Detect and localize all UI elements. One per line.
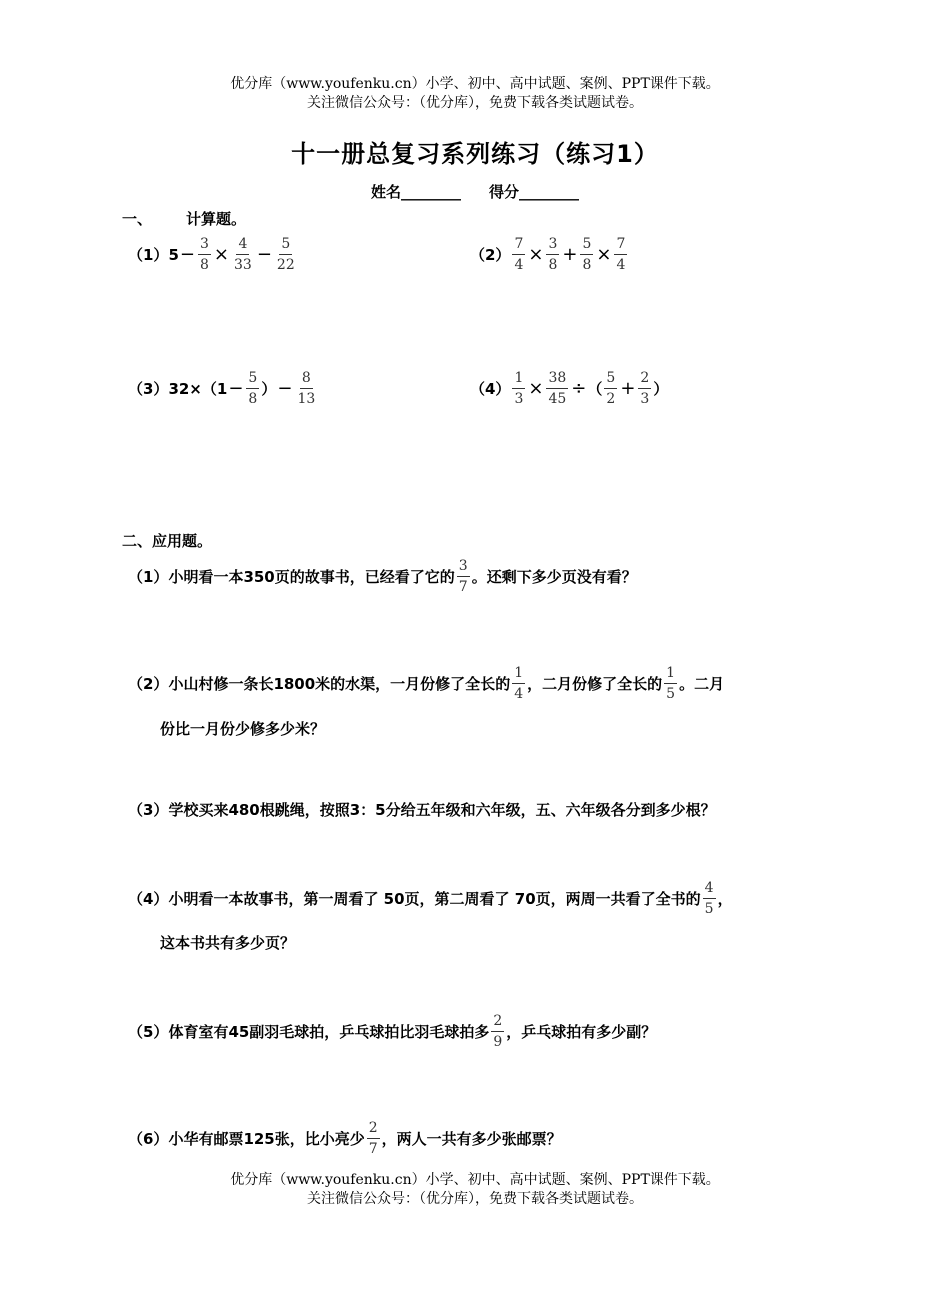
calc-q4-fraction-1: $\frac{1}{3}$	[514, 370, 524, 407]
calc-q2-op2: +	[562, 244, 578, 265]
calc-q4-fraction-3: $\frac{5}{2}$	[606, 370, 616, 407]
calc-q1-term: 5	[168, 245, 179, 264]
calc-q3-fraction-2: $\frac{8}{13}$	[297, 370, 316, 407]
calc-q4-fraction-2: $\frac{38}{45}$	[548, 370, 567, 407]
calc-q2-fraction-1: $\frac{7}{4}$	[514, 236, 524, 273]
problem-2-continuation: 份比一月份少修多少米？	[160, 720, 326, 738]
problem-1-fraction: $\frac{3}{7}$	[458, 558, 468, 595]
calc-q3-op2: −	[277, 378, 293, 399]
problem-6-fraction: $\frac{2}{7}$	[368, 1120, 378, 1157]
header-line-2: 关注微信公众号：（优分库），免费下载各类试题试卷。	[307, 95, 643, 111]
calc-q1-fraction-3: $\frac{5}{22}$	[276, 236, 295, 273]
calc-q2-label: （2）	[470, 246, 511, 264]
problem-2-text-a: 小山村修一条长1800米的水渠，一月份修了全长的	[168, 675, 511, 693]
problem-6-text-a: 小华有邮票125张，比小亮少	[168, 1130, 365, 1148]
calc-question-1	[128, 236, 299, 273]
problem-6-text-b: ，两人一共有多少张邮票？	[381, 1130, 562, 1148]
calc-q2-fraction-4: $\frac{7}{4}$	[616, 236, 626, 273]
problem-3-text: 学校买来480根跳绳，按照3：5分给五年级和六年级，五、六年级各分到多少根？	[168, 801, 716, 819]
calc-q1-op1: −	[179, 244, 195, 265]
calc-q1-op3: −	[256, 244, 272, 265]
calc-q4-fraction-4: $\frac{2}{3}$	[640, 370, 650, 407]
page-title: 十一册总复习系列练习（练习1）	[291, 140, 659, 168]
calc-question-2	[470, 236, 629, 273]
footer-line-2: 关注微信公众号：（优分库），免费下载各类试题试卷。	[307, 1191, 643, 1207]
calc-q1-fraction-2: $\frac{4}{33}$	[233, 236, 252, 273]
calc-q1-label: （1）	[128, 246, 169, 264]
calc-q4-paren-open: （	[587, 380, 603, 398]
calc-q1-fraction-1: $\frac{3}{8}$	[199, 236, 209, 273]
problem-1-label: （1）	[128, 568, 169, 586]
problem-4-fraction: $\frac{4}{5}$	[704, 880, 714, 917]
problem-2-fraction-2: $\frac{1}{5}$	[666, 665, 676, 702]
problem-1-text-b: 。还剩下多少页没有看？	[471, 568, 637, 586]
calc-q3-label: （3）	[128, 380, 169, 398]
problem-2-text-c: 。二月	[679, 675, 725, 693]
calc-q3-term-2: ）	[261, 380, 277, 398]
problem-2-text-b: ，二月份修了全长的	[527, 675, 663, 693]
score-field: 得分________	[489, 183, 580, 201]
word-problem-6	[128, 1120, 562, 1157]
problem-2-fraction-1: $\frac{1}{4}$	[514, 665, 524, 702]
calc-q3-op1: −	[228, 378, 244, 399]
footer-line-1: 优分库（www.youfenku.cn）小学、初中、高中试题、案例、PPT课件下载。	[230, 1172, 720, 1188]
problem-4-continuation: 这本书共有多少页？	[160, 934, 296, 952]
word-problem-2	[128, 665, 724, 702]
word-problem-3	[128, 799, 716, 820]
problem-1-text-a: 小明看一本350页的故事书，已经看了它的	[168, 568, 455, 586]
word-problem-1	[128, 558, 637, 595]
calc-q2-op3: ×	[596, 244, 612, 265]
problem-6-label: （6）	[128, 1130, 169, 1148]
section-2-heading: 二、应用题。	[122, 532, 213, 550]
problem-4-text-a: 小明看一本故事书，第一周看了 50页，第二周看了 70页，两周一共看了全书的	[168, 890, 701, 908]
section-1-title: 计算题。	[186, 210, 247, 228]
word-problem-4	[128, 880, 733, 917]
calc-q4-paren-close: ）	[653, 380, 669, 398]
problem-3-label: （3）	[128, 801, 169, 819]
problem-5-fraction: $\frac{2}{9}$	[493, 1013, 503, 1050]
calc-q1-op2: ×	[213, 244, 229, 265]
name-field: 姓名________	[370, 183, 461, 201]
problem-2-label: （2）	[128, 675, 169, 693]
section-1-number: 一、	[122, 210, 153, 228]
calc-q3-fraction-1: $\frac{5}{8}$	[248, 370, 258, 407]
calc-q4-op3: +	[620, 378, 636, 399]
calc-q2-op1: ×	[528, 244, 544, 265]
problem-5-label: （5）	[128, 1023, 169, 1041]
calc-q4-op2: ÷	[571, 378, 587, 399]
calc-q2-fraction-2: $\frac{3}{8}$	[548, 236, 558, 273]
name-score-row	[0, 181, 950, 202]
calc-q2-fraction-3: $\frac{5}{8}$	[582, 236, 592, 273]
section-1-heading	[122, 208, 246, 229]
problem-5-text-a: 体育室有45副羽毛球拍，乒乓球拍比羽毛球拍多	[168, 1023, 490, 1041]
problem-4-text-b: ，	[717, 890, 733, 908]
problem-4-label: （4）	[128, 890, 169, 908]
calc-question-3	[128, 370, 319, 407]
calc-q3-term-1: 32×（1	[168, 380, 228, 398]
calc-q4-op1: ×	[528, 378, 544, 399]
header-line-1: 优分库（www.youfenku.cn）小学、初中、高中试题、案例、PPT课件下载。	[230, 76, 720, 92]
calc-q4-label: （4）	[470, 380, 511, 398]
word-problem-5	[128, 1013, 656, 1050]
calc-question-4	[470, 370, 668, 407]
problem-5-text-b: ，乒乓球拍有多少副？	[506, 1023, 657, 1041]
